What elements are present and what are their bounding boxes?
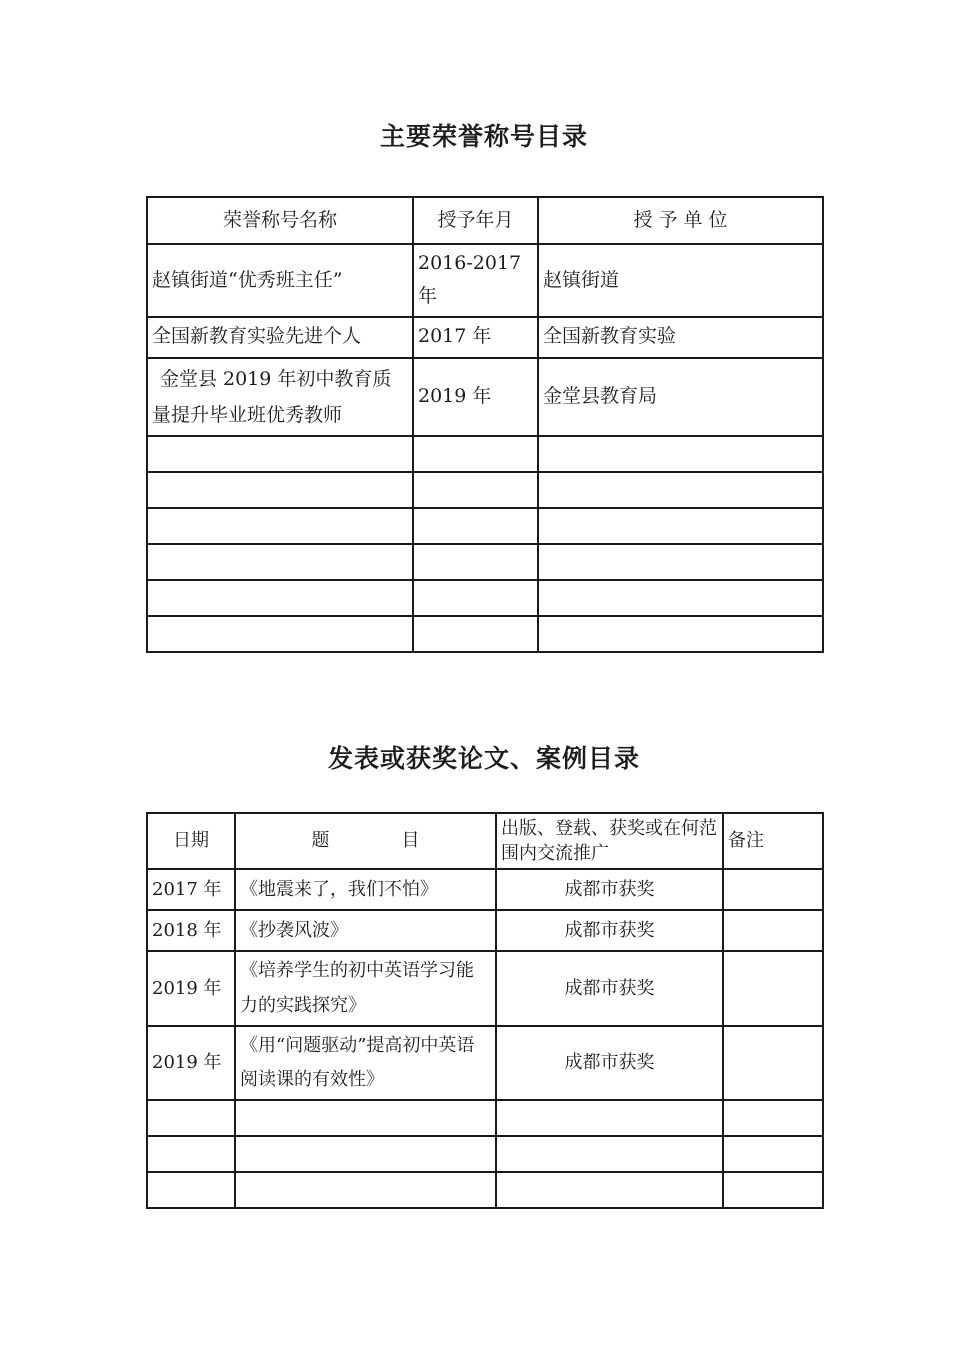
table-cell-empty bbox=[147, 1172, 235, 1208]
papers-col-header-title: 题 目 bbox=[235, 813, 496, 869]
table-empty-row bbox=[147, 544, 823, 580]
table-cell-empty bbox=[723, 1100, 823, 1136]
table-cell-empty bbox=[235, 1172, 496, 1208]
table-cell-empty bbox=[538, 616, 823, 652]
table-cell-empty bbox=[723, 1136, 823, 1172]
table-empty-row bbox=[147, 1136, 823, 1172]
table-cell-note bbox=[723, 869, 823, 910]
table-row bbox=[147, 244, 823, 317]
table-cell-empty bbox=[538, 472, 823, 508]
table-cell-note bbox=[723, 951, 823, 1025]
table-cell-date: 2019 年 bbox=[147, 1026, 235, 1100]
papers-section-title: 发表或获奖论文、案例目录 bbox=[327, 744, 640, 773]
table-cell-unit: 金堂县教育局 bbox=[538, 358, 823, 436]
table-cell-empty bbox=[413, 616, 538, 652]
table-cell-empty bbox=[413, 472, 538, 508]
table-cell-date: 2016-2017 年 bbox=[413, 244, 538, 317]
honors-table bbox=[146, 196, 824, 653]
table-cell-date: 2019 年 bbox=[413, 358, 538, 436]
table-row bbox=[147, 1026, 823, 1100]
table-cell-name: 金堂县 2019 年初中教育质量提升毕业班优秀教师 bbox=[147, 358, 413, 436]
table-cell-name: 赵镇街道“优秀班主任” bbox=[147, 244, 413, 317]
honors-header-row bbox=[147, 197, 823, 244]
table-empty-row bbox=[147, 436, 823, 472]
table-cell-title: 《培养学生的初中英语学习能力的实践探究》 bbox=[235, 951, 496, 1025]
table-empty-row bbox=[147, 616, 823, 652]
table-cell-title: 《用“问题驱动”提高初中英语阅读课的有效性》 bbox=[235, 1026, 496, 1100]
table-cell-title: 《地震来了，我们不怕》 bbox=[235, 869, 496, 910]
table-cell-empty bbox=[538, 544, 823, 580]
table-cell-empty bbox=[723, 1172, 823, 1208]
table-cell-empty bbox=[496, 1136, 723, 1172]
table-cell-empty bbox=[147, 436, 413, 472]
table-cell-empty bbox=[413, 508, 538, 544]
table-cell-note bbox=[723, 1026, 823, 1100]
table-cell-name: 全国新教育实验先进个人 bbox=[147, 317, 413, 358]
table-row bbox=[147, 358, 823, 436]
table-cell-empty bbox=[538, 580, 823, 616]
table-cell-empty bbox=[147, 580, 413, 616]
papers-col-header-note: 备注 bbox=[723, 813, 823, 869]
table-cell-date: 2018 年 bbox=[147, 910, 235, 951]
table-cell-empty bbox=[147, 1100, 235, 1136]
honors-col-header-unit: 授 予 单 位 bbox=[538, 197, 823, 244]
table-cell-date: 2017 年 bbox=[413, 317, 538, 358]
table-cell-date: 2017 年 bbox=[147, 869, 235, 910]
table-cell-empty bbox=[147, 544, 413, 580]
table-cell-empty bbox=[413, 436, 538, 472]
table-cell-empty bbox=[538, 436, 823, 472]
table-empty-row bbox=[147, 1172, 823, 1208]
table-empty-row bbox=[147, 580, 823, 616]
table-cell-empty bbox=[413, 580, 538, 616]
table-cell-unit: 赵镇街道 bbox=[538, 244, 823, 317]
table-cell-scope: 成都市获奖 bbox=[496, 951, 723, 1025]
table-cell-empty bbox=[496, 1172, 723, 1208]
table-cell-empty bbox=[147, 472, 413, 508]
honors-col-header-date: 授予年月 bbox=[413, 197, 538, 244]
table-empty-row bbox=[147, 472, 823, 508]
table-cell-empty bbox=[538, 508, 823, 544]
table-cell-scope: 成都市获奖 bbox=[496, 910, 723, 951]
table-row bbox=[147, 951, 823, 1025]
table-cell-scope: 成都市获奖 bbox=[496, 1026, 723, 1100]
table-cell-empty bbox=[496, 1100, 723, 1136]
papers-table bbox=[146, 812, 824, 1209]
table-cell-empty bbox=[235, 1136, 496, 1172]
table-cell-empty bbox=[235, 1100, 496, 1136]
table-row bbox=[147, 910, 823, 951]
papers-header-row bbox=[147, 813, 823, 869]
table-empty-row bbox=[147, 508, 823, 544]
table-cell-scope: 成都市获奖 bbox=[496, 869, 723, 910]
table-cell-unit: 全国新教育实验 bbox=[538, 317, 823, 358]
table-cell-note bbox=[723, 910, 823, 951]
table-cell-title: 《抄袭风波》 bbox=[235, 910, 496, 951]
papers-col-header-date: 日期 bbox=[147, 813, 235, 869]
table-cell-empty bbox=[147, 1136, 235, 1172]
table-cell-empty bbox=[147, 616, 413, 652]
papers-col-header-scope: 出版、登载、获奖或在何范围内交流推广 bbox=[496, 813, 723, 869]
table-row bbox=[147, 869, 823, 910]
table-cell-date: 2019 年 bbox=[147, 951, 235, 1025]
table-cell-empty bbox=[413, 544, 538, 580]
table-cell-empty bbox=[147, 508, 413, 544]
honors-section-title: 主要荣誉称号目录 bbox=[379, 122, 588, 151]
table-empty-row bbox=[147, 1100, 823, 1136]
table-row bbox=[147, 317, 823, 358]
honors-col-header-name: 荣誉称号名称 bbox=[147, 197, 413, 244]
